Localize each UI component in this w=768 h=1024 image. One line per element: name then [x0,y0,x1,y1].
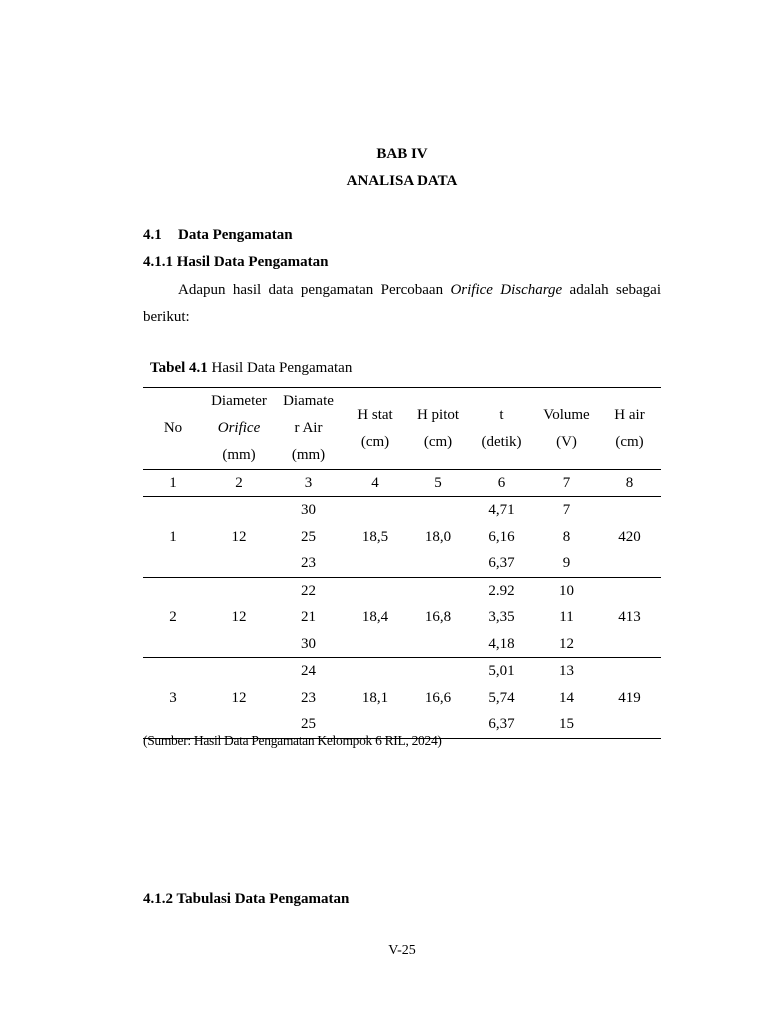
chapter-number: BAB IV [376,146,428,162]
table-header-row [143,388,661,470]
header-h-air: H air (cm) [598,388,661,470]
cell-t: 5,01 5,74 6,37 [468,658,535,739]
cell-h-pitot: 18,0 [408,497,468,578]
subsection-2-number: 4.1.2 [143,891,173,907]
cell-volume: 7 8 9 [535,497,598,578]
cell-h-air: 420 [598,497,661,578]
page-number: V-25 [388,943,416,958]
cell-t: 4,71 6,16 6,37 [468,497,535,578]
cell-no: 2 [143,577,203,658]
subsection-2-title: Tabulasi Data Pengamatan [176,891,350,907]
cell-h-stat: 18,5 [342,497,408,578]
table-row [143,497,661,578]
cell-diameter-air: 30 25 23 [275,497,342,578]
index-cell: 7 [535,470,598,497]
cell-diameter-air: 24 23 25 [275,658,342,739]
cell-diameter-orifice: 12 [203,658,275,739]
table-caption-label: Tabel 4.1 [150,360,208,376]
header-diameter-orifice: Diameter Orifice (mm) [203,388,275,470]
index-cell: 1 [143,470,203,497]
cell-volume: 10 11 12 [535,577,598,658]
table-caption-text: Hasil Data Pengamatan [207,360,353,376]
index-cell: 3 [275,470,342,497]
index-cell: 4 [342,470,408,497]
header-t: t (detik) [468,388,535,470]
cell-h-stat: 18,4 [342,577,408,658]
cell-diameter-orifice: 12 [203,577,275,658]
table-row [143,577,661,658]
header-no: No [143,388,203,470]
subsection-2-heading [143,891,349,908]
paragraph-after: adalah sebagai berikut: [143,282,661,325]
subsection-1-title: Hasil Data Pengamatan [176,254,329,270]
section-heading [143,227,293,244]
section-title: Data Pengamatan [178,227,293,243]
table-group-2 [143,577,661,658]
cell-h-stat: 18,1 [342,658,408,739]
cell-h-air: 413 [598,577,661,658]
index-cell: 8 [598,470,661,497]
table-source: (Sumber: Hasil Data Pengamatan Kelompok 6 RIL, 2024) [143,733,442,748]
cell-diameter-air: 22 21 30 [275,577,342,658]
header-diameter-air: Diamate r Air (mm) [275,388,342,470]
index-cell: 2 [203,470,275,497]
cell-diameter-orifice: 12 [203,497,275,578]
cell-h-pitot: 16,6 [408,658,468,739]
table-group-3 [143,658,661,739]
section-number: 4.1 [143,227,162,243]
subsection-1-number: 4.1.1 [143,254,173,270]
table-index-row [143,470,661,497]
index-cell: 6 [468,470,535,497]
cell-h-air: 419 [598,658,661,739]
paragraph-italic: Orifice Discharge [450,282,563,298]
table-group-1 [143,497,661,578]
paragraph-before: Adapun hasil data pengamatan Percobaan [178,282,451,298]
observation-table [143,387,661,739]
table-caption [150,360,352,377]
cell-t: 2.92 3,35 4,18 [468,577,535,658]
intro-paragraph [143,277,661,331]
header-volume: Volume (V) [535,388,598,470]
header-h-stat: H stat (cm) [342,388,408,470]
cell-no: 3 [143,658,203,739]
header-h-pitot: H pitot (cm) [408,388,468,470]
cell-volume: 13 14 15 [535,658,598,739]
chapter-title: ANALISA DATA [346,173,458,189]
table-row [143,658,661,739]
cell-h-pitot: 16,8 [408,577,468,658]
subsection-1-heading [143,254,328,271]
index-cell: 5 [408,470,468,497]
cell-no: 1 [143,497,203,578]
